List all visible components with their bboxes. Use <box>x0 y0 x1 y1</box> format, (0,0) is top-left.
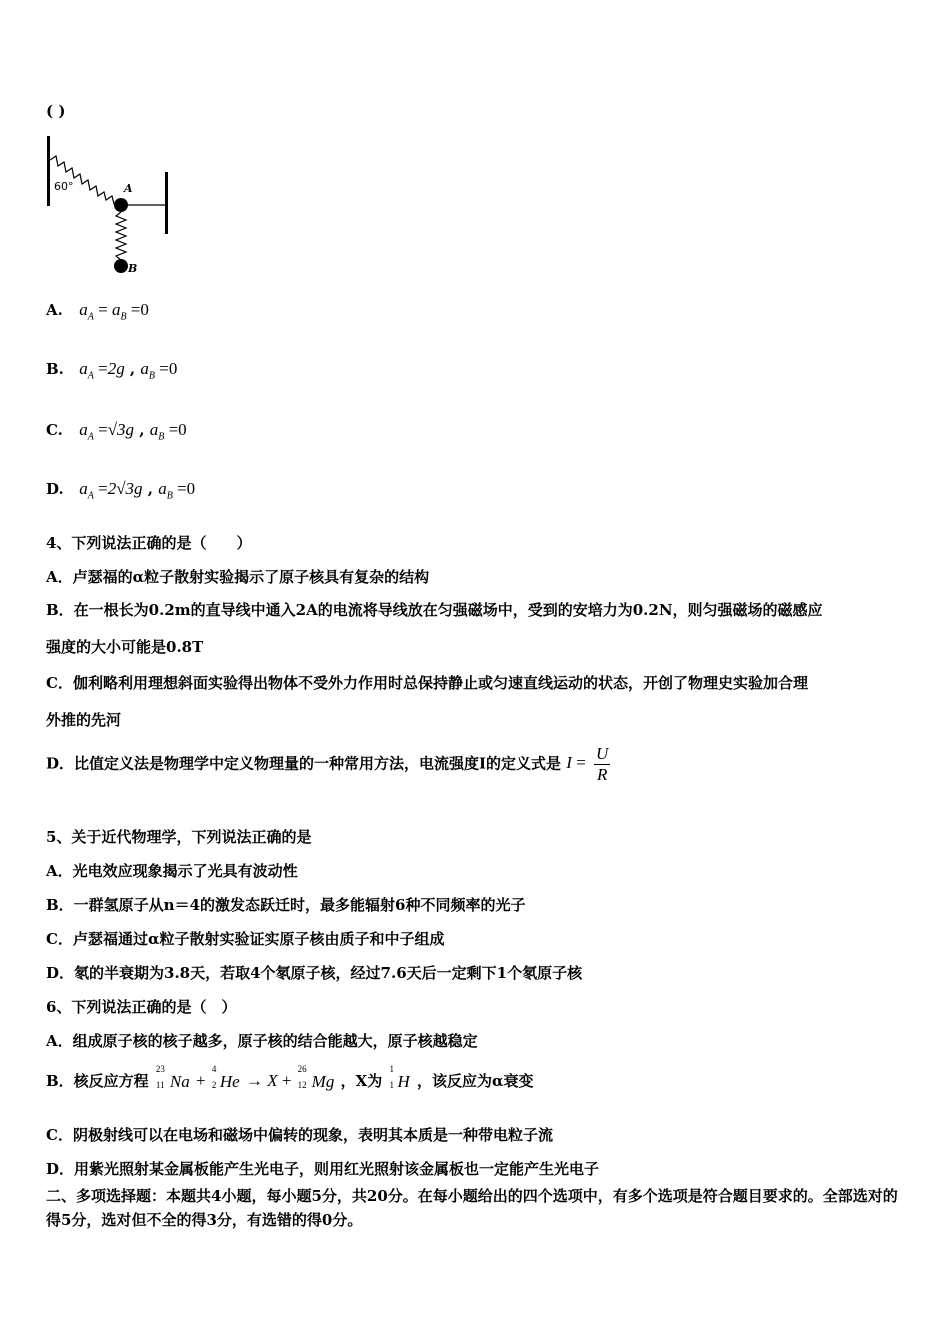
left-wall <box>47 136 50 206</box>
q4-option-c-line1: C．伽利略利用理想斜面实验得出物体不受外力作用时总保持静止或匀速直线运动的状态，开创了物理史实验加合理 <box>46 674 808 692</box>
right-wall <box>165 172 168 234</box>
q5-option-d: D．氡的半衰期为3.8天，若取4个氡原子核，经过7.6天后一定剩下1个氡原子核 <box>46 964 583 982</box>
q5-option-b: B．一群氢原子从n＝4的激发态跃迁时，最多能辐射6种不同频率的光子 <box>46 896 526 914</box>
point-a-label: A <box>124 182 133 195</box>
q6-option-b: B．核反应方程 23 11 Na + 4 2 He → X + 26 12 Mg ，X为 1 1 H ，该反应为α衰变 <box>46 1064 534 1092</box>
answer-bracket: ( ) <box>46 102 66 120</box>
ball-b <box>114 259 128 273</box>
spring-mass-diagram <box>44 136 174 278</box>
q4-option-a: A．卢瑟福的α粒子散射实验揭示了原子核具有复杂的结构 <box>46 568 430 586</box>
option-b: B. $a_A =2g$ , $a_B =0$ <box>46 359 178 382</box>
q4-option-d: D．比值定义法是物理学中定义物理量的一种常用方法，电流强度I的定义式是 I = $\frac{U}{R}$ <box>46 744 609 784</box>
q6-option-a: A．组成原子核的核子越多，原子核的结合能越大，原子核越稳定 <box>46 1032 478 1050</box>
section-2-instructions: 二、多项选择题：本题共4小题，每小题5分，共20分。在每小题给出的四个选项中，有多个选项是符合题目要求的。全部选对的得5分，选对但不全的得3分，有选错的得0分。 <box>46 1187 898 1229</box>
q6-option-d: D．用紫光照射某金属板能产生光电子，则用红光照射该金属板也一定能产生光电子 <box>46 1160 600 1178</box>
option-d: D. $a_A =2√3g$ , $a_B =0$ <box>46 479 196 502</box>
vertical-spring <box>116 212 126 260</box>
option-a: A. $a_A = a_B =0$ <box>46 300 149 323</box>
ball-a <box>114 198 128 212</box>
q4-stem: 4、下列说法正确的是（ ） <box>46 534 252 552</box>
angle-label: 60° <box>54 180 74 193</box>
q5-option-a: A．光电效应现象揭示了光具有波动性 <box>46 862 298 880</box>
current-definition-formula: I = $\frac{U}{R}$ <box>566 744 609 784</box>
nuclear-reaction-equation: 23 11 Na + 4 2 He → X + 26 12 Mg <box>155 1064 335 1092</box>
q4-option-b-line1: B．在一根长为0.2m的直导线中通入2A的电流将导线放在匀强磁场中，受到的安培力为0.2N，则匀强磁场的磁感应 <box>46 601 823 619</box>
q6-option-c: C．阴极射线可以在电场和磁场中偏转的现象，表明其本质是一种带电粒子流 <box>46 1126 553 1144</box>
option-c: C. $a_A =√3g$ , $a_B =0$ <box>46 420 187 443</box>
q5-stem: 5、关于近代物理学，下列说法正确的是 <box>46 828 312 846</box>
q4-option-b-line2: 强度的大小可能是0.8T <box>46 638 204 656</box>
point-b-label: B <box>128 262 138 275</box>
q6-stem: 6、下列说法正确的是（ ） <box>46 998 237 1016</box>
q5-option-c: C．卢瑟福通过α粒子散射实验证实原子核由质子和中子组成 <box>46 930 445 948</box>
q4-option-c-line2: 外推的先河 <box>46 711 122 729</box>
